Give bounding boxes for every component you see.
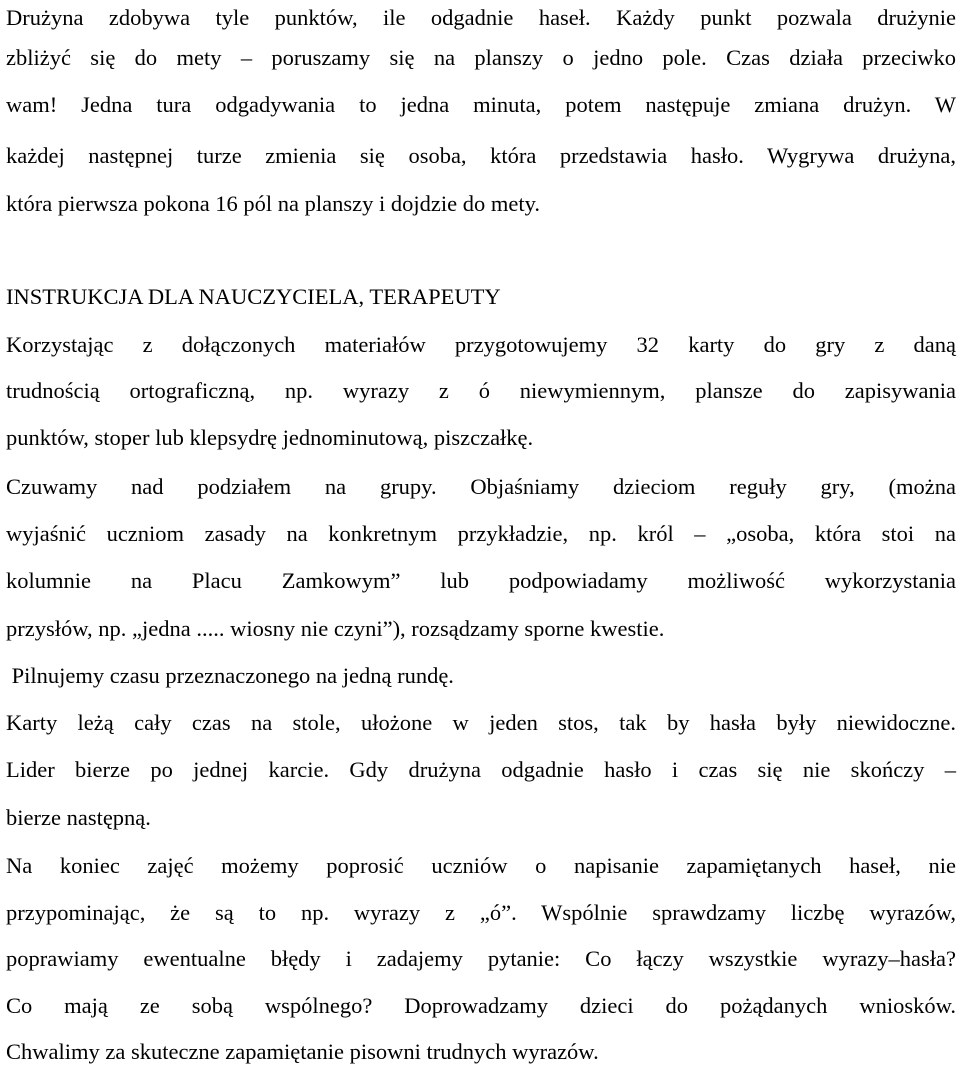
text-line: zbliżyć się do mety – poruszamy się na planszy o jedno pole. Czas działa przeciwko [6, 45, 956, 70]
text-line: przypominając, że są to np. wyrazy z „ó”. Wspólnie sprawdzamy liczbę wyrazów, [6, 900, 956, 925]
text-line: kolumnie na Placu Zamkowym” lub podpowiadamy możliwość wykorzystania [6, 568, 956, 593]
text-line: Karty leżą cały czas na stole, ułożone w jeden stos, tak by hasła były niewidoczne. [6, 710, 956, 735]
text-line: Drużyna zdobywa tyle punktów, ile odgadnie haseł. Każdy punkt pozwala drużynie [6, 5, 956, 30]
text-line: Chwalimy za skuteczne zapamiętanie pisowni trudnych wyrazów. [6, 1039, 599, 1064]
section-heading: INSTRUKCJA DLA NAUCZYCIELA, TERAPEUTY [6, 284, 501, 309]
text-line: która pierwsza pokona 16 pól na planszy i dojdzie do mety. [6, 191, 541, 216]
text-line: przysłów, np. „jedna ..... wiosny nie czyni”), rozsądzamy sporne kwestie. [6, 616, 665, 641]
text-line: Korzystając z dołączonych materiałów przygotowujemy 32 karty do gry z daną [6, 332, 956, 357]
text-line: wyjaśnić uczniom zasady na konkretnym przykładzie, np. król – „osoba, która stoi na [6, 521, 956, 546]
text-line: Na koniec zajęć możemy poprosić uczniów o napisanie zapamiętanych haseł, nie [6, 853, 956, 878]
text-line: trudnością ortograficzną, np. wyrazy z ó niewymiennym, plansze do zapisywania [6, 378, 956, 403]
text-line: Lider bierze po jednej karcie. Gdy drużyna odgadnie hasło i czas się nie skończy – [6, 757, 956, 782]
text-line: bierze następną. [6, 805, 151, 830]
text-line: poprawiamy ewentualne błędy i zadajemy pytanie: Co łączy wszystkie wyrazy–hasła? [6, 946, 956, 971]
text-line: Czuwamy nad podziałem na grupy. Objaśniamy dzieciom reguły gry, (można [6, 474, 956, 499]
text-line: wam! Jedna tura odgadywania to jedna minuta, potem następuje zmiana drużyn. W [6, 92, 956, 117]
text-line: punktów, stoper lub klepsydrę jednominutową, piszczałkę. [6, 425, 534, 450]
text-line: Co mają ze sobą wspólnego? Doprowadzamy dzieci do pożądanych wniosków. [6, 993, 956, 1018]
text-line: Pilnujemy czasu przeznaczonego na jedną rundę. [6, 663, 454, 688]
text-line: każdej następnej turze zmienia się osoba, która przedstawia hasło. Wygrywa drużyna, [6, 143, 956, 168]
